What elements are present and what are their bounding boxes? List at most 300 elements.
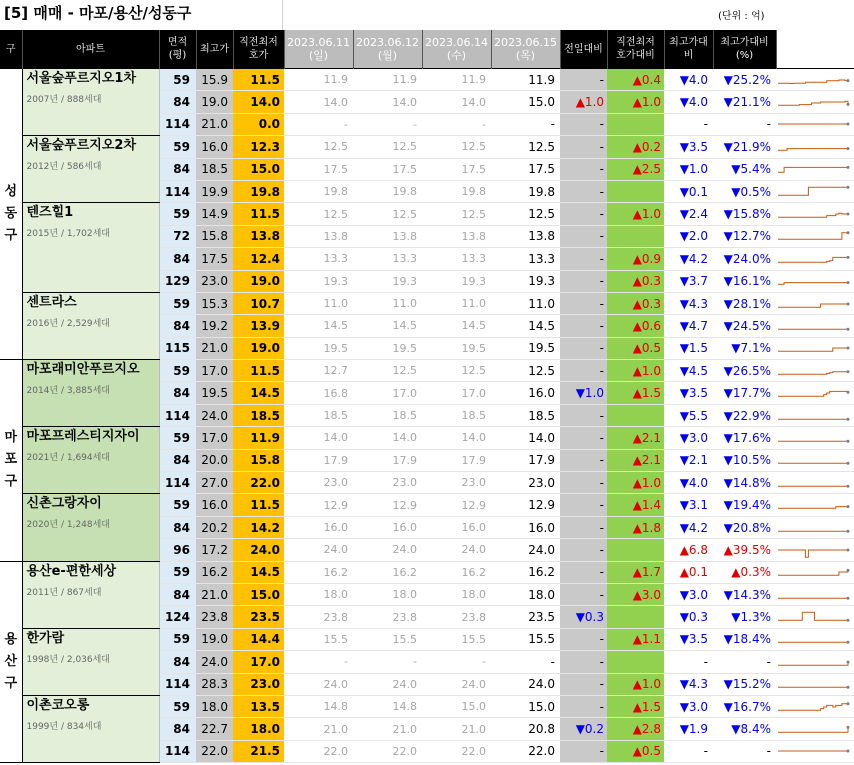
apartment-name: 신촌그랑자이 (26, 496, 102, 512)
apartment-cell (22, 695, 159, 762)
high-price: 24.0 (196, 651, 233, 673)
vs-prev-low-ask: ▲0.9 (607, 248, 664, 270)
sparkline-end-dot (847, 750, 850, 753)
district-char: 구 (4, 675, 18, 691)
prev-low-ask: 11.5 (233, 203, 284, 225)
apartment-cell (22, 69, 159, 136)
sparkline-cell (776, 673, 854, 695)
sparkline-path (778, 187, 848, 195)
daily-price: 14.5 (284, 315, 353, 337)
daily-price: 18.5 (353, 404, 422, 426)
header-high: 최고가 (196, 30, 233, 69)
daily-price: 22.0 (422, 740, 491, 762)
daily-price: 22.0 (284, 740, 353, 762)
daily-price: 17.9 (422, 449, 491, 471)
daily-price: 17.0 (353, 382, 422, 404)
sparkline-end-dot (847, 185, 850, 188)
high-price: 24.0 (196, 404, 233, 426)
prev-day-change: ▼0.3 (560, 606, 607, 628)
prev-low-ask: 18.0 (233, 718, 284, 740)
table-row (0, 628, 854, 650)
prev-day-change: - (560, 628, 607, 650)
daily-price: 12.5 (491, 203, 560, 225)
sparkline-path (778, 233, 848, 239)
sparkline-end-dot (847, 702, 850, 705)
prev-day-change: - (560, 158, 607, 180)
apartment-info: 2011년 / 867세대 (26, 587, 102, 598)
sparkline (776, 70, 850, 90)
sparkline (776, 428, 850, 448)
vs-high: ▲6.8 (664, 539, 713, 561)
high-price: 15.8 (196, 225, 233, 247)
daily-price: 15.0 (491, 695, 560, 717)
sparkline-end-dot (847, 548, 850, 551)
sparkline-path (778, 703, 848, 709)
sparkline-path (778, 550, 848, 557)
vs-prev-low-ask: ▲1.8 (607, 516, 664, 538)
header-date-1: 2023.06.11 (일) (284, 30, 353, 69)
daily-price: 16.2 (353, 561, 422, 583)
daily-price: - (491, 651, 560, 673)
area-value: 84 (159, 516, 196, 538)
sparkline (776, 518, 850, 538)
sparkline (776, 114, 850, 134)
header-hp: 최고가대비 (%) (713, 30, 776, 69)
sparkline-path (778, 168, 848, 173)
district-char: 포 (4, 452, 18, 468)
sparkline-end-dot (847, 281, 850, 284)
sparkline (776, 182, 850, 202)
vs-high: ▼3.0 (664, 583, 713, 605)
vs-high-pct: ▼26.5% (713, 360, 776, 382)
area-value: 84 (159, 449, 196, 471)
vs-high: ▼1.5 (664, 337, 713, 359)
sparkline-cell (776, 158, 854, 180)
table-row (0, 494, 854, 516)
apartment-info: 1999년 / 834세대 (26, 721, 102, 732)
sparkline-cell (776, 449, 854, 471)
sparkline-cell (776, 315, 854, 337)
daily-price: 20.8 (491, 718, 560, 740)
sparkline-end-dot (847, 529, 850, 532)
prev-low-ask: 13.8 (233, 225, 284, 247)
sparkline-end-dot (847, 232, 850, 235)
daily-price: 11.0 (491, 292, 560, 314)
table-row (0, 203, 854, 225)
high-price: 21.0 (196, 583, 233, 605)
daily-price: 17.5 (353, 158, 422, 180)
sparkline (776, 338, 850, 358)
area-value: 59 (159, 360, 196, 382)
high-price: 16.0 (196, 136, 233, 158)
daily-price: 11.0 (422, 292, 491, 314)
prev-day-change: - (560, 404, 607, 426)
table-row (0, 360, 854, 382)
vs-high-pct: ▼8.4% (713, 718, 776, 740)
apartment-info: 2012년 / 586세대 (26, 162, 102, 173)
header-prev: 전일대비 (560, 30, 607, 69)
vs-prev-low-ask: ▲1.0 (607, 360, 664, 382)
area-value: 59 (159, 69, 196, 91)
sparkline (776, 159, 850, 179)
vs-high: ▼4.5 (664, 360, 713, 382)
apartment-cell (22, 561, 159, 628)
daily-price: 17.9 (491, 449, 560, 471)
daily-price: 16.2 (284, 561, 353, 583)
daily-price: 19.5 (284, 337, 353, 359)
prev-low-ask: 13.9 (233, 315, 284, 337)
sparkline-cell (776, 606, 854, 628)
daily-price: 18.5 (422, 404, 491, 426)
vs-prev-low-ask: ▲2.5 (607, 158, 664, 180)
sparkline-cell (776, 695, 854, 717)
apartment-name: 센트라스 (26, 294, 77, 310)
vs-prev-low-ask: ▲1.0 (607, 673, 664, 695)
daily-price: 23.8 (353, 606, 422, 628)
sparkline-cell (776, 472, 854, 494)
daily-price: 19.8 (353, 180, 422, 202)
sparkline-cell (776, 225, 854, 247)
prev-low-ask: 24.0 (233, 539, 284, 561)
district-char: 용 (4, 631, 18, 647)
vs-high: ▼0.3 (664, 606, 713, 628)
area-value: 59 (159, 203, 196, 225)
area-value: 59 (159, 494, 196, 516)
sparkline (776, 495, 850, 515)
vs-high: ▼3.1 (664, 494, 713, 516)
sparkline (776, 674, 850, 694)
vs-high-pct: ▼15.2% (713, 673, 776, 695)
vs-high-pct: ▼1.3% (713, 606, 776, 628)
sparkline-cell (776, 561, 854, 583)
sparkline (776, 92, 850, 112)
sparkline-path (778, 213, 848, 217)
daily-price: 23.8 (284, 606, 353, 628)
page-title: [5] 매매 - 마포/용산/성동구 (4, 4, 192, 22)
sparkline-end-dot (847, 103, 850, 106)
vs-prev-low-ask (607, 180, 664, 202)
prev-low-ask: 14.5 (233, 561, 284, 583)
table-row (0, 136, 854, 158)
prev-day-change: - (560, 225, 607, 247)
area-value: 96 (159, 539, 196, 561)
prev-day-change: - (560, 315, 607, 337)
area-value: 114 (159, 472, 196, 494)
high-price: 21.0 (196, 337, 233, 359)
daily-price: 24.0 (284, 673, 353, 695)
daily-price: 14.0 (491, 427, 560, 449)
daily-price: 16.0 (353, 516, 422, 538)
prev-day-change: - (560, 695, 607, 717)
daily-price: - (422, 113, 491, 135)
daily-price: 14.8 (353, 695, 422, 717)
sparkline-cell (776, 203, 854, 225)
high-price: 28.3 (196, 673, 233, 695)
daily-price: 24.0 (422, 673, 491, 695)
daily-price: 12.7 (284, 360, 353, 382)
daily-price: 15.5 (353, 628, 422, 650)
daily-price: - (353, 113, 422, 135)
vs-prev-low-ask (607, 113, 664, 135)
vs-prev-low-ask: ▲0.4 (607, 69, 664, 91)
sparkline-cell (776, 628, 854, 650)
sparkline-path (778, 372, 848, 374)
area-value: 84 (159, 583, 196, 605)
vs-high: ▼0.1 (664, 180, 713, 202)
daily-price: - (284, 651, 353, 673)
sparkline-end-dot (847, 370, 850, 373)
daily-price: 23.8 (422, 606, 491, 628)
prev-low-ask: 14.4 (233, 628, 284, 650)
daily-price: 12.9 (422, 494, 491, 516)
header-jc: 직전최저 호가대비 (607, 30, 664, 69)
vs-high-pct: ▼18.4% (713, 628, 776, 650)
daily-price: 24.0 (284, 539, 353, 561)
high-price: 19.9 (196, 180, 233, 202)
prev-day-change: - (560, 651, 607, 673)
table-row (0, 427, 854, 449)
daily-price: 14.0 (284, 91, 353, 113)
prev-low-ask: 18.5 (233, 404, 284, 426)
vs-high: - (664, 113, 713, 135)
vs-prev-low-ask: ▲2.8 (607, 718, 664, 740)
vs-high: ▼4.2 (664, 516, 713, 538)
sparkline-path (778, 392, 848, 397)
prev-day-change: - (560, 360, 607, 382)
sparkline-end-dot (847, 79, 850, 82)
vs-high: ▼3.5 (664, 628, 713, 650)
daily-price: 17.5 (491, 158, 560, 180)
sparkline-end-dot (847, 569, 850, 572)
daily-price: 12.9 (491, 494, 560, 516)
area-value: 84 (159, 718, 196, 740)
daily-price: 19.3 (353, 270, 422, 292)
daily-price: 19.5 (353, 337, 422, 359)
vs-high-pct: ▼12.7% (713, 225, 776, 247)
daily-price: 11.9 (284, 69, 353, 91)
sparkline-cell (776, 718, 854, 740)
vs-high-pct: ▼22.9% (713, 404, 776, 426)
sparkline (776, 450, 850, 470)
vs-high: ▼3.5 (664, 382, 713, 404)
daily-price: 23.5 (491, 606, 560, 628)
high-price: 23.0 (196, 270, 233, 292)
vs-prev-low-ask: ▲0.5 (607, 337, 664, 359)
sparkline-cell (776, 180, 854, 202)
prev-day-change: - (560, 516, 607, 538)
daily-price: 11.0 (284, 292, 353, 314)
prev-day-change: - (560, 673, 607, 695)
daily-price: 12.5 (284, 203, 353, 225)
vs-high: ▼2.1 (664, 449, 713, 471)
vs-high: ▼4.3 (664, 673, 713, 695)
sparkline-cell (776, 270, 854, 292)
vs-high: ▼4.7 (664, 315, 713, 337)
sparkline-end-dot (847, 660, 850, 663)
sparkline-end-dot (847, 347, 850, 350)
apartment-cell (22, 628, 159, 695)
high-price: 16.0 (196, 494, 233, 516)
prev-day-change: - (560, 583, 607, 605)
sparkline (776, 629, 850, 649)
vs-prev-low-ask: ▲0.2 (607, 136, 664, 158)
high-price: 22.0 (196, 740, 233, 762)
sparkline-cell (776, 404, 854, 426)
apartment-name: 마포래미안푸르지오 (26, 362, 140, 378)
daily-price: 17.9 (353, 449, 422, 471)
daily-price: 14.5 (422, 315, 491, 337)
sparkline-cell (776, 740, 854, 762)
daily-price: - (353, 651, 422, 673)
vs-high-pct: ▼24.0% (713, 248, 776, 270)
vs-prev-low-ask (607, 225, 664, 247)
sparkline-end-dot (847, 505, 850, 508)
area-value: 124 (159, 606, 196, 628)
area-value: 59 (159, 136, 196, 158)
prev-day-change: - (560, 113, 607, 135)
area-value: 59 (159, 292, 196, 314)
sparkline-end-dot (847, 328, 850, 331)
sparkline-path (778, 101, 848, 105)
daily-price: 21.0 (284, 718, 353, 740)
prev-low-ask: 14.2 (233, 516, 284, 538)
daily-price: 12.5 (491, 136, 560, 158)
sparkline-end-dot (847, 166, 850, 169)
sparkline-end-dot (847, 213, 850, 216)
daily-price: 21.0 (353, 718, 422, 740)
prev-day-change: - (560, 203, 607, 225)
prev-low-ask: 11.9 (233, 427, 284, 449)
vs-high: ▼2.4 (664, 203, 713, 225)
daily-price: 23.0 (491, 472, 560, 494)
vs-high-pct: ▼17.7% (713, 382, 776, 404)
vs-high: ▼4.0 (664, 69, 713, 91)
daily-price: 24.0 (491, 673, 560, 695)
daily-price: 14.0 (284, 427, 353, 449)
daily-price: 15.0 (491, 91, 560, 113)
vs-high: ▼3.5 (664, 136, 713, 158)
high-price: 27.0 (196, 472, 233, 494)
area-value: 84 (159, 315, 196, 337)
table-row (0, 695, 854, 717)
sparkline (776, 719, 850, 739)
sparkline-end-dot (847, 391, 850, 394)
vs-prev-low-ask: ▲2.1 (607, 427, 664, 449)
vs-high: - (664, 651, 713, 673)
daily-price: - (284, 113, 353, 135)
vs-high: ▼4.0 (664, 91, 713, 113)
area-value: 84 (159, 382, 196, 404)
prev-low-ask: 11.5 (233, 494, 284, 516)
daily-price: 16.0 (491, 382, 560, 404)
daily-price: 18.0 (491, 583, 560, 605)
vs-high-pct: ▼14.8% (713, 472, 776, 494)
district-name (0, 561, 22, 763)
sparkline-end-dot (847, 256, 850, 259)
sparkline-cell (776, 292, 854, 314)
prev-day-change: - (560, 270, 607, 292)
daily-price: 19.8 (491, 180, 560, 202)
sparkline-path (778, 283, 848, 285)
daily-price: 24.0 (353, 539, 422, 561)
sparkline-cell (776, 248, 854, 270)
daily-price: 19.3 (422, 270, 491, 292)
area-value: 114 (159, 404, 196, 426)
apartment-info: 1998년 / 2,036세대 (26, 654, 111, 665)
vs-high: ▼4.0 (664, 472, 713, 494)
district-char: 동 (4, 206, 18, 222)
sparkline-cell (776, 539, 854, 561)
daily-price: 13.3 (284, 248, 353, 270)
header-date-2: 2023.06.12 (월) (353, 30, 422, 69)
area-value: 114 (159, 113, 196, 135)
daily-price: 14.0 (422, 427, 491, 449)
high-price: 19.5 (196, 382, 233, 404)
sparkline-end-dot (847, 641, 850, 644)
area-value: 129 (159, 270, 196, 292)
district-char: 구 (4, 474, 18, 490)
sparkline (776, 204, 850, 224)
sparkline-end-dot (847, 596, 850, 599)
sparkline (776, 361, 850, 381)
district-name (0, 69, 22, 360)
sparkline-end-dot (847, 686, 850, 689)
high-price: 18.0 (196, 695, 233, 717)
sparkline-cell (776, 583, 854, 605)
apartment-name: 텐즈힐1 (26, 205, 74, 221)
sparkline-end-dot (847, 417, 850, 420)
daily-price: 23.0 (353, 472, 422, 494)
vs-prev-low-ask: ▲0.5 (607, 740, 664, 762)
daily-price: 22.0 (353, 740, 422, 762)
daily-price: 14.8 (284, 695, 353, 717)
table-row (0, 561, 854, 583)
prev-low-ask: 14.5 (233, 382, 284, 404)
area-value: 114 (159, 180, 196, 202)
sparkline (776, 249, 850, 269)
sparkline (776, 294, 850, 314)
daily-price: 12.5 (422, 203, 491, 225)
apartment-info: 2020년 / 1,248세대 (26, 520, 111, 531)
high-price: 20.0 (196, 449, 233, 471)
daily-price: 15.5 (284, 628, 353, 650)
sparkline-end-dot (847, 147, 850, 150)
high-price: 19.2 (196, 315, 233, 337)
sparkline (776, 585, 850, 605)
sparkline-cell (776, 136, 854, 158)
daily-price: 23.0 (284, 472, 353, 494)
daily-price: 19.5 (422, 337, 491, 359)
vs-high-pct: ▼17.6% (713, 427, 776, 449)
vs-high-pct: ▼10.5% (713, 449, 776, 471)
sparkline-cell (776, 337, 854, 359)
unit-label: (단위 : 억) (718, 11, 765, 22)
sparkline (776, 137, 850, 157)
district-char: 산 (4, 653, 18, 669)
daily-price: 22.0 (491, 740, 560, 762)
vs-high: ▼3.7 (664, 270, 713, 292)
sparkline (776, 316, 850, 336)
vs-high-pct: ▼16.7% (713, 695, 776, 717)
daily-price: 13.3 (491, 248, 560, 270)
vs-prev-low-ask: ▲1.0 (607, 91, 664, 113)
apartment-name: 이촌코오롱 (26, 697, 90, 713)
sparkline (776, 741, 850, 761)
daily-price: 24.0 (422, 539, 491, 561)
daily-price: 13.8 (284, 225, 353, 247)
high-price: 17.0 (196, 360, 233, 382)
vs-high-pct: ▲0.3% (713, 561, 776, 583)
